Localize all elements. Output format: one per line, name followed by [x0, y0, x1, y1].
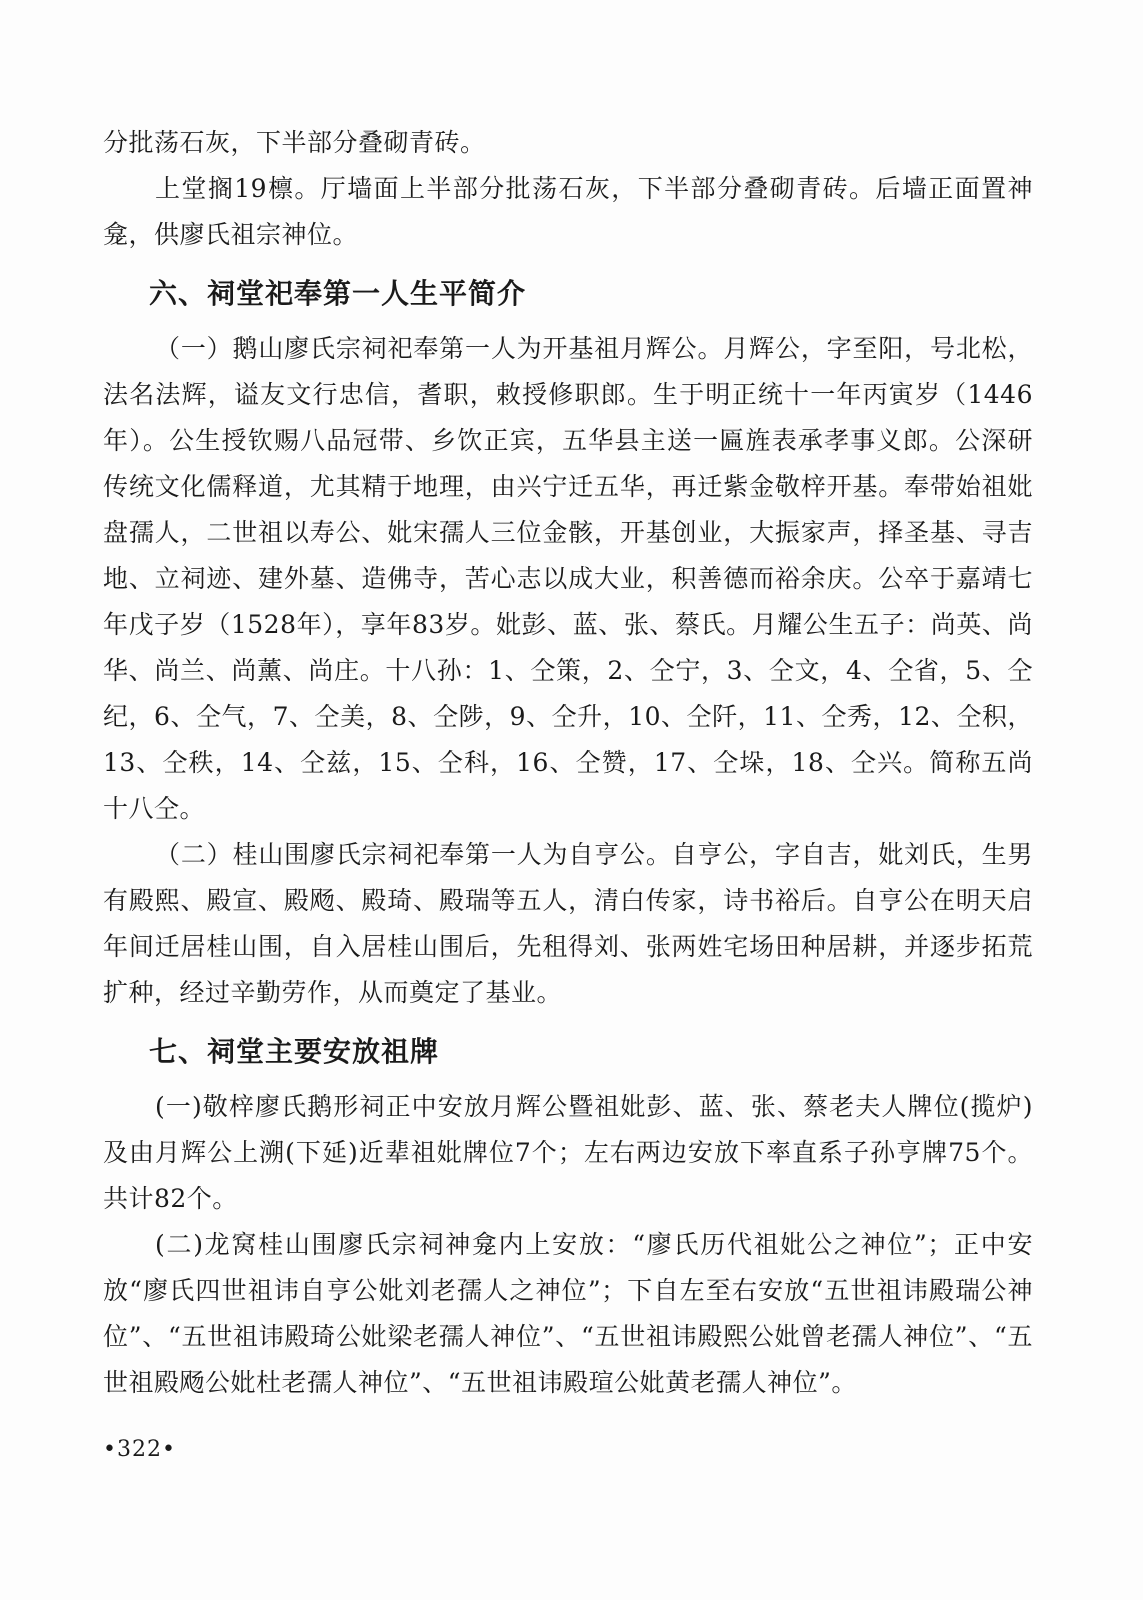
section-7-paragraph-2: (二)龙窝桂山围廖氏宗祠神龛内上安放：“廖氏历代祖妣公之神位”；正中安放“廖氏四世祖讳自亨公妣刘老孺人之神位”；下自左至右安放“五世祖讳殿瑞公神位”、“五世祖讳殿琦公妣梁老孺人神位”、“五世祖讳殿熙公妣曾老孺人神位”、“五世祖殿飏公妣杜老孺人神位”、“五世祖讳殿瑄公妣黄老孺人神位”。	[103, 1230, 1033, 1397]
page-content	[103, 120, 1033, 1406]
section-6-heading: 六、祠堂祀奉第一人生平简介	[149, 277, 527, 310]
section-6-paragraph-2: （二）桂山围廖氏宗祠祀奉第一人为自亨公。自亨公，字自吉，妣刘氏，生男有殿熙、殿宣、殿飏、殿琦、殿瑞等五人，清白传家，诗书裕后。自亨公在明天启年间迁居桂山围，自入居桂山围后，先租得刘、张两姓宅场田种居耕，并逐步拓荒扩种，经过辛勤劳作，从而奠定了基业。	[103, 840, 1033, 1007]
section-6-paragraph-1: （一）鹅山廖氏宗祠祀奉第一人为开基祖月辉公。月辉公，字至阳，号北松，法名法辉，谥友文行忠信，耆职，敕授修职郎。生于明正统十一年丙寅岁（1446年）。公生授钦赐八品冠带、乡饮正宾，五华县主送一匾旌表承孝事义郎。公深研传统文化儒释道，尤其精于地理，由兴宁迁五华，再迁紫金敬梓开基。奉带始祖妣盘孺人，二世祖以寿公、妣宋孺人三位金骸，开基创业，大振家声，择圣基、寻吉地、立祠迹、建外墓、造佛寺，苦心志以成大业，积善德而裕余庆。公卒于嘉靖七年戊子岁（1528年），享年83岁。妣彭、蓝、张、蔡氏。月耀公生五子：尚英、尚华、尚兰、尚薰、尚庄。十八孙：1、仝策，2、仝宁，3、仝文，4、仝省，5、仝纪，6、仝气，7、仝美，8、仝陟，9、仝升，10、仝阡，11、仝秀，12、仝积，13、仝秩，14、仝兹，15、仝科，16、仝赞，17、仝垛，18、仝兴。简称五尚十八仝。	[103, 334, 1033, 823]
page-number: •322•	[103, 1437, 176, 1462]
paragraph-upper-hall: 上堂搁19檩。厅墙面上半部分批荡石灰，下半部分叠砌青砖。后墙正面置神龛，供廖氏祖宗神位。	[103, 174, 1033, 249]
section-7-heading: 七、祠堂主要安放祖牌	[149, 1035, 440, 1068]
section-7-paragraph-1: (一)敬梓廖氏鹅形祠正中安放月辉公暨祖妣彭、蓝、张、蔡老夫人牌位(揽炉)及由月辉公上溯(下延)近辈祖妣牌位7个；左右两边安放下率直系子孙亨牌75个。共计82个。	[103, 1092, 1033, 1213]
paragraph-continued: 分批荡石灰，下半部分叠砌青砖。	[103, 128, 486, 157]
